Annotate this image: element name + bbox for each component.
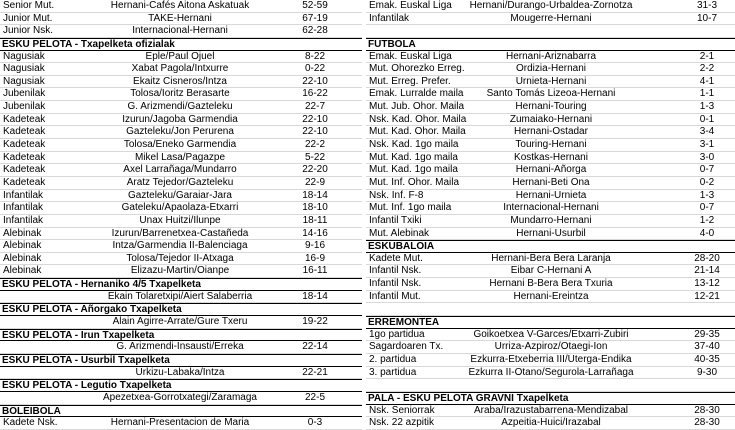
score-cell: 22-20 bbox=[302, 164, 328, 176]
result-row bbox=[0, 152, 362, 165]
section-title: FUTBOLA bbox=[368, 38, 416, 50]
section-header bbox=[366, 38, 735, 51]
score-cell: 2-2 bbox=[699, 63, 715, 75]
score-cell: 0-3 bbox=[307, 417, 323, 429]
score-cell: 22-5 bbox=[304, 391, 325, 403]
result-row bbox=[366, 126, 735, 139]
score-cell: 1-2 bbox=[699, 214, 715, 226]
section-header bbox=[0, 303, 362, 316]
result-row bbox=[366, 152, 735, 165]
category-cell: Mut. Kad. Ohor. Maila bbox=[369, 126, 466, 138]
category-cell: Infantil Txiki bbox=[369, 214, 422, 226]
score-cell: 18-11 bbox=[302, 214, 328, 226]
category-cell: Infantilak bbox=[3, 189, 44, 201]
match-cell: Touring-Hernani bbox=[515, 139, 587, 151]
result-row bbox=[366, 253, 735, 266]
result-row bbox=[366, 139, 735, 152]
category-cell: Nagusiak bbox=[3, 50, 45, 62]
result-row bbox=[0, 291, 362, 304]
score-cell: 22-10 bbox=[302, 113, 328, 125]
category-cell: Kadete Nsk. bbox=[3, 417, 58, 429]
category-cell: Kadeteak bbox=[3, 126, 46, 138]
category-cell: Alebinak bbox=[3, 252, 42, 264]
score-cell: 22-14 bbox=[302, 341, 328, 353]
category-cell: Infantilak bbox=[369, 12, 410, 24]
score-cell: 37-40 bbox=[694, 341, 720, 353]
result-row bbox=[0, 76, 362, 89]
score-cell: 13-12 bbox=[694, 278, 720, 290]
section-header bbox=[0, 329, 362, 342]
category-cell: Nsk. Kad. Ohor. Maila bbox=[369, 113, 467, 125]
score-cell: 28-20 bbox=[694, 252, 720, 264]
category-cell: Senior Mut. bbox=[3, 0, 55, 11]
section-header bbox=[366, 240, 735, 253]
match-cell: Urkizu-Labaka/Intza bbox=[135, 366, 225, 378]
result-row bbox=[0, 88, 362, 101]
section-header bbox=[0, 354, 362, 367]
score-cell: 3-1 bbox=[699, 139, 715, 151]
result-row bbox=[366, 177, 735, 190]
score-cell: 1-1 bbox=[699, 88, 715, 100]
category-cell: Kadeteak bbox=[3, 113, 46, 125]
match-cell: Axel Larrañaga/Mundarro bbox=[123, 164, 237, 176]
result-row bbox=[0, 63, 362, 76]
result-row bbox=[366, 190, 735, 203]
score-cell: 16-9 bbox=[304, 252, 325, 264]
match-cell: Xabat Pagola/Intxurre bbox=[131, 63, 229, 75]
match-cell: Hernani-Ostadar bbox=[514, 126, 588, 138]
category-cell: 2. partidua bbox=[369, 353, 417, 365]
category-cell: Emak. Euskal Liga bbox=[369, 0, 452, 11]
section-title: ESKU PELOTA - Txapelketa ofizialak bbox=[2, 38, 175, 50]
match-cell: Hernani-Urnieta bbox=[515, 189, 587, 201]
category-cell: Mut. Erreg. Prefer. bbox=[369, 75, 451, 87]
match-cell: Urnieta-Hernani bbox=[515, 75, 587, 87]
result-row bbox=[0, 114, 362, 127]
score-cell: 1-3 bbox=[699, 101, 715, 113]
category-cell: Kadeteak bbox=[3, 164, 46, 176]
category-cell: Emak. Euskal Liga bbox=[369, 50, 452, 62]
match-cell: Mikel Lasa/Pagazpe bbox=[134, 151, 226, 163]
category-cell: Nsk. Inf. F-8 bbox=[369, 189, 424, 201]
match-cell: Tolosa/Ioritz Berasarte bbox=[130, 88, 230, 100]
category-cell: Jubenilak bbox=[3, 88, 46, 100]
score-cell: 0-7 bbox=[699, 164, 715, 176]
section-title: ESKU PELOTA - Legutio Txapelketa bbox=[2, 380, 172, 392]
result-row bbox=[0, 202, 362, 215]
category-cell: Nagusiak bbox=[3, 63, 45, 75]
score-cell: 5-22 bbox=[304, 151, 325, 163]
score-cell: 3-0 bbox=[699, 151, 715, 163]
match-cell: Aratz Tejedor/Gazteleku bbox=[126, 176, 234, 188]
category-cell: Mut. Jub. Ohor. Maila bbox=[369, 101, 465, 113]
category-cell: Infantil Nsk. bbox=[369, 278, 422, 290]
match-cell: Urriza-Azpiroz/Otaegi-Ion bbox=[494, 341, 608, 353]
section-header bbox=[0, 379, 362, 392]
category-cell: Infantil Mut. bbox=[369, 290, 421, 302]
score-cell: 40-35 bbox=[694, 353, 720, 365]
score-cell: 1-3 bbox=[699, 189, 715, 201]
result-row bbox=[366, 202, 735, 215]
category-cell: Alebinak bbox=[3, 227, 42, 239]
category-cell: Mut. Kad. 1go maila bbox=[369, 164, 458, 176]
category-cell: Kadeteak bbox=[3, 139, 46, 151]
section-header bbox=[0, 278, 362, 291]
result-row bbox=[366, 0, 735, 13]
match-cell: Hernani-Cafés Aitona Askatuak bbox=[110, 0, 250, 11]
category-cell: Junior Mut. bbox=[3, 12, 53, 24]
match-cell: Araba/Irazustabarrena-Mendizabal bbox=[474, 404, 628, 416]
match-cell: Goikoetxea V-Garces/Etxarri-Zubiri bbox=[473, 328, 629, 340]
blank-row bbox=[366, 303, 735, 316]
score-cell: 22-10 bbox=[302, 126, 328, 138]
result-row bbox=[366, 114, 735, 127]
category-cell: 3. partidua bbox=[369, 366, 417, 378]
category-cell: Emak. Lurralde maila bbox=[369, 88, 464, 100]
score-cell: 0-1 bbox=[699, 113, 715, 125]
match-cell: Gazteleku/Jon Perurena bbox=[126, 126, 234, 138]
match-cell: Intza/Garmendia II-Balenciaga bbox=[112, 240, 248, 252]
score-cell: 3-4 bbox=[699, 126, 715, 138]
result-row bbox=[366, 417, 735, 430]
section-title: ESKU PELOTA - Usurbil Txapelketa bbox=[2, 354, 170, 366]
score-cell: 52-59 bbox=[302, 0, 328, 11]
match-cell: Mundarro-Hernani bbox=[510, 214, 592, 226]
match-cell: Santo Tomás Lizeoa-Hernani bbox=[486, 88, 616, 100]
match-cell: Gazteleku/Garaiar-Jara bbox=[128, 189, 232, 201]
result-row bbox=[0, 139, 362, 152]
score-cell: 9-30 bbox=[696, 366, 717, 378]
result-row bbox=[366, 265, 735, 278]
score-cell: 8-22 bbox=[304, 50, 325, 62]
match-cell: Ordizia-Hernani bbox=[515, 63, 587, 75]
score-cell: 19-22 bbox=[302, 316, 328, 328]
score-cell: 14-16 bbox=[302, 227, 328, 239]
match-cell: Apezetxea-Gorrotxategi/Zaramaga bbox=[103, 391, 257, 403]
match-cell: Azpeitia-Huici/Irazabal bbox=[501, 417, 601, 429]
match-cell: Hernani-Usurbil bbox=[516, 227, 586, 239]
result-row bbox=[0, 253, 362, 266]
result-row bbox=[0, 177, 362, 190]
match-cell: Ekaitz Cisneros/Intza bbox=[133, 75, 227, 87]
result-row bbox=[366, 88, 735, 101]
result-row bbox=[366, 215, 735, 228]
match-cell: Ezkurra-Etxeberria III/Uterga-Endika bbox=[470, 353, 632, 365]
match-cell: Unax Huitzi/Ilunpe bbox=[139, 214, 221, 226]
category-cell: Nagusiak bbox=[3, 75, 45, 87]
left-results-column bbox=[0, 0, 362, 430]
result-row bbox=[366, 51, 735, 64]
match-cell: Hernani-Bera Bera Laranja bbox=[491, 252, 611, 264]
right-results-column bbox=[366, 0, 735, 430]
result-row bbox=[0, 164, 362, 177]
category-cell: Mut. Alebinak bbox=[369, 227, 430, 239]
category-cell: 1go partidua bbox=[369, 328, 425, 340]
result-row bbox=[0, 51, 362, 64]
match-cell: Hernani-Beti Ona bbox=[512, 176, 590, 188]
match-cell: Ezkurra II-Otano/Segurola-Larrañaga bbox=[468, 366, 634, 378]
section-header bbox=[366, 316, 735, 329]
result-row bbox=[0, 126, 362, 139]
score-cell: 18-14 bbox=[302, 290, 328, 302]
match-cell: Hernani B-Bera Bera Txuria bbox=[489, 278, 613, 290]
result-row bbox=[0, 228, 362, 241]
score-cell: 28-30 bbox=[694, 417, 720, 429]
match-cell: Hernani-Presentacion de Maria bbox=[110, 417, 250, 429]
score-cell: 18-14 bbox=[302, 189, 328, 201]
match-cell: Hernani/Durango-Urbaldea-Zornotza bbox=[469, 0, 633, 11]
score-cell: 21-14 bbox=[694, 265, 720, 277]
category-cell: Jubenilak bbox=[3, 101, 46, 113]
result-row bbox=[366, 354, 735, 367]
result-row bbox=[0, 265, 362, 278]
match-cell: Eibar C-Hernani A bbox=[510, 265, 592, 277]
score-cell: 22-2 bbox=[304, 139, 325, 151]
match-cell: Mougerre-Hernani bbox=[510, 12, 592, 24]
result-row bbox=[0, 417, 362, 430]
category-cell: Nsk. Kad. 1go maila bbox=[369, 139, 459, 151]
match-cell: Eple/Paul Ojuel bbox=[145, 50, 215, 62]
result-row bbox=[0, 392, 362, 405]
section-title: ESKU PELOTA - Añorgako Txapelketa bbox=[2, 304, 182, 316]
score-cell: 22-10 bbox=[302, 75, 328, 87]
result-row bbox=[0, 25, 362, 38]
result-row bbox=[366, 164, 735, 177]
match-cell: Elizazu-Martin/Oianpe bbox=[130, 265, 230, 277]
result-row bbox=[366, 341, 735, 354]
result-row bbox=[0, 367, 362, 380]
blank-row bbox=[366, 25, 735, 38]
result-row bbox=[366, 228, 735, 241]
match-cell: G. Arizmendi/Gazteleku bbox=[127, 101, 233, 113]
section-title: BOLEIBOLA bbox=[2, 405, 61, 417]
match-cell: Hernani-Touring bbox=[515, 101, 587, 113]
category-cell: Nsk. Seniorrak bbox=[369, 404, 435, 416]
score-cell: 62-28 bbox=[302, 25, 328, 37]
match-cell: Internacional-Hernani bbox=[132, 25, 228, 37]
score-cell: 10-7 bbox=[696, 12, 717, 24]
category-cell: Alebinak bbox=[3, 265, 42, 277]
category-cell: Alebinak bbox=[3, 240, 42, 252]
result-row bbox=[0, 215, 362, 228]
match-cell: G. Arizmendi-Insausti/Erreka bbox=[116, 341, 244, 353]
match-cell: Ekain Tolaretxipi/Aiert Salaberria bbox=[107, 290, 253, 302]
result-row bbox=[366, 291, 735, 304]
blank-row bbox=[366, 379, 735, 392]
result-row bbox=[366, 278, 735, 291]
score-cell: 28-30 bbox=[694, 404, 720, 416]
score-cell: 12-21 bbox=[694, 290, 720, 302]
section-header bbox=[366, 392, 735, 405]
section-title: ESKUBALOIA bbox=[368, 241, 435, 253]
result-row bbox=[0, 341, 362, 354]
score-cell: 0-22 bbox=[304, 63, 325, 75]
match-cell: Izurun/Jagoba Garmendia bbox=[122, 113, 238, 125]
match-cell: Tolosa/Eneko Garmendia bbox=[123, 139, 237, 151]
score-cell: 4-1 bbox=[699, 75, 715, 87]
match-cell: Internacional-Hernani bbox=[503, 202, 599, 214]
match-cell: Alain Agirre-Arrate/Gure Txeru bbox=[112, 316, 248, 328]
match-cell: Kostkas-Hernani bbox=[514, 151, 588, 163]
result-row bbox=[0, 316, 362, 329]
score-cell: 18-10 bbox=[302, 202, 328, 214]
result-row bbox=[0, 190, 362, 203]
result-row bbox=[366, 101, 735, 114]
score-cell: 4-0 bbox=[699, 227, 715, 239]
score-cell: 16-22 bbox=[302, 88, 328, 100]
section-title: PALA - ESKU PELOTA GRAVNI Txapelketa bbox=[368, 392, 569, 404]
category-cell: Kadete Mut. bbox=[369, 252, 423, 264]
result-row bbox=[0, 13, 362, 26]
category-cell: Mut. Kad. 1go maila bbox=[369, 151, 458, 163]
score-cell: 16-11 bbox=[302, 265, 328, 277]
category-cell: Junior Nsk. bbox=[3, 25, 54, 37]
score-cell: 22-21 bbox=[302, 366, 328, 378]
match-cell: Hernani-Añorga bbox=[515, 164, 587, 176]
score-cell: 31-3 bbox=[696, 0, 717, 11]
category-cell: Mut. Ohorezko Erreg. bbox=[369, 63, 465, 75]
result-row bbox=[0, 0, 362, 13]
category-cell: Nsk. 22 azpitik bbox=[369, 417, 435, 429]
category-cell: Mut. Inf. Ohor. Maila bbox=[369, 176, 460, 188]
match-cell: Gateleku/Apaolaza-Etxarri bbox=[121, 202, 239, 214]
section-title: ESKU PELOTA - Hernaniko 4/5 Txapelketa bbox=[2, 279, 201, 291]
category-cell: Kadeteak bbox=[3, 151, 46, 163]
result-row bbox=[366, 367, 735, 380]
result-row bbox=[0, 240, 362, 253]
match-cell: Tolosa/Tejedor II-Atxaga bbox=[126, 252, 234, 264]
section-title: ERREMONTEA bbox=[368, 317, 440, 329]
section-header bbox=[0, 405, 362, 418]
category-cell: Infantil Nsk. bbox=[369, 265, 422, 277]
section-header bbox=[0, 38, 362, 51]
score-cell: 0-2 bbox=[699, 176, 715, 188]
category-cell: Infantilak bbox=[3, 202, 44, 214]
score-cell: 22-7 bbox=[304, 101, 325, 113]
result-row bbox=[366, 76, 735, 89]
score-cell: 9-16 bbox=[304, 240, 325, 252]
score-cell: 22-9 bbox=[304, 176, 325, 188]
match-cell: TAKE-Hernani bbox=[148, 12, 212, 24]
score-cell: 0-7 bbox=[699, 202, 715, 214]
score-cell: 29-35 bbox=[694, 328, 720, 340]
result-row bbox=[366, 13, 735, 26]
match-cell: Izurun/Barrenetxea-Castañeda bbox=[111, 227, 249, 239]
category-cell: Sagardoaren Tx. bbox=[369, 341, 444, 353]
match-cell: Hernani-Ariznabarra bbox=[505, 50, 597, 62]
category-cell: Infantilak bbox=[3, 214, 44, 226]
category-cell: Kadeteak bbox=[3, 176, 46, 188]
match-cell: Zumaiako-Hernani bbox=[509, 113, 593, 125]
section-title: ESKU PELOTA - Irun Txapelketa bbox=[2, 329, 155, 341]
result-row bbox=[366, 329, 735, 342]
match-cell: Hernani-Ereintza bbox=[513, 290, 589, 302]
category-cell: Mut. Inf. 1go maila bbox=[369, 202, 452, 214]
score-cell: 2-1 bbox=[699, 50, 715, 62]
result-row bbox=[366, 405, 735, 418]
result-row bbox=[0, 101, 362, 114]
result-row bbox=[366, 63, 735, 76]
score-cell: 67-19 bbox=[302, 12, 328, 24]
